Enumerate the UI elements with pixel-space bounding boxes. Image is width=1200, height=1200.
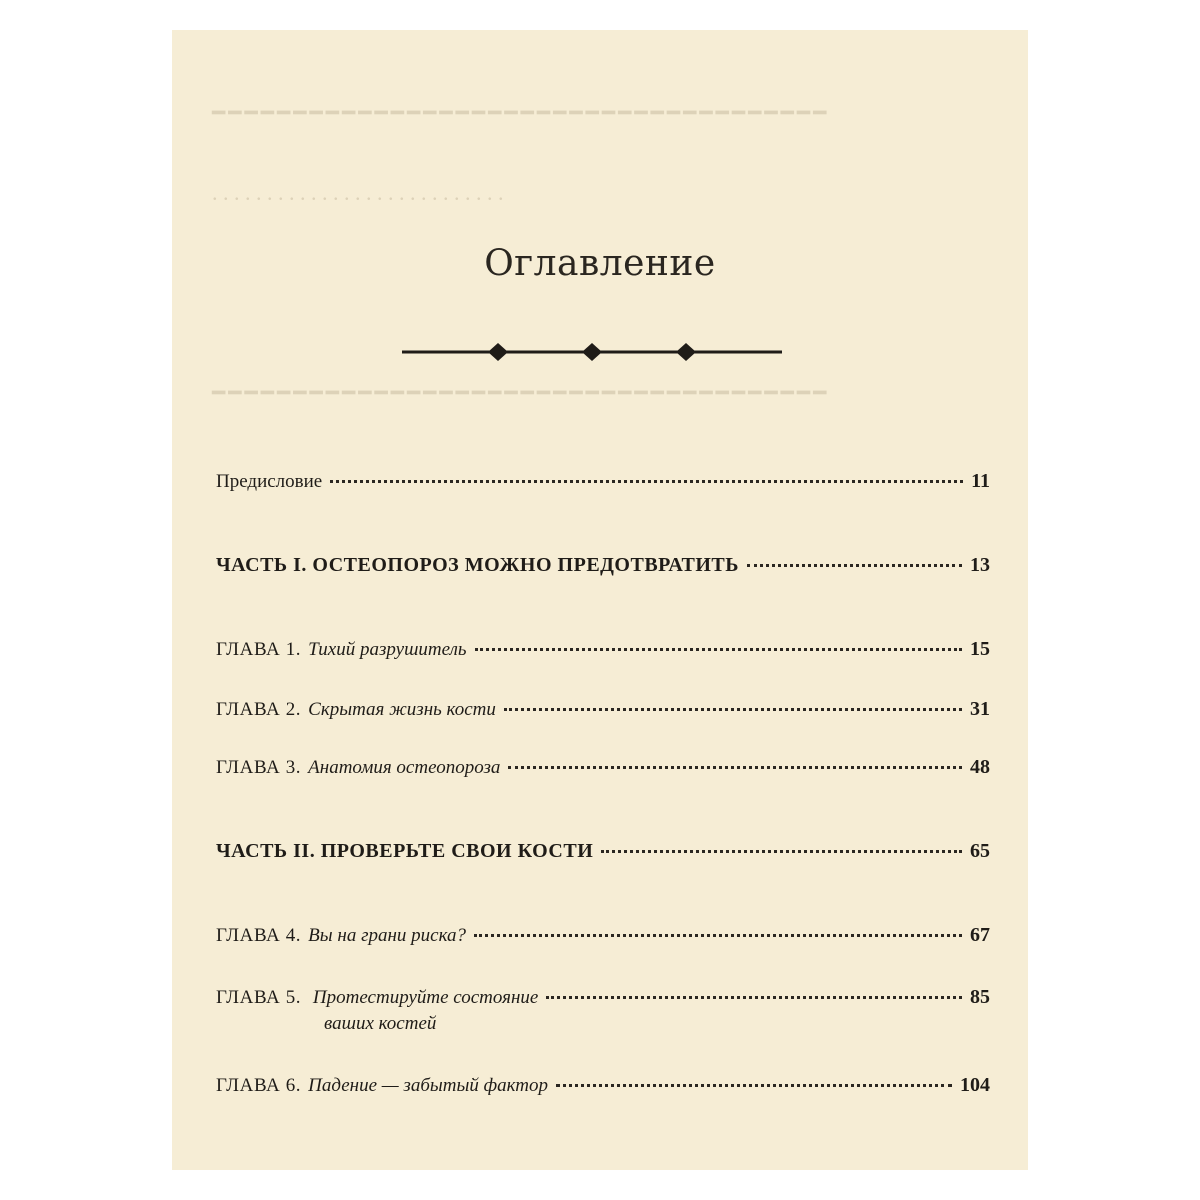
toc-label: Предисловие (216, 471, 323, 492)
chapter-title: Анатомия остеопороза (308, 757, 501, 778)
chapter-number: ГЛАВА 6. (216, 1075, 302, 1096)
book-page (172, 30, 1028, 1170)
page-number: 48 (970, 756, 990, 778)
page-number: 11 (971, 470, 990, 492)
page-number: 65 (970, 840, 990, 862)
toc-entry-part-1[interactable] (216, 554, 990, 577)
toc-label: ЧАСТЬ I. ОСТЕОПОРОЗ МОЖНО ПРЕДОТВРАТИТЬ (216, 554, 739, 576)
toc-entry-chapter-5[interactable] (216, 985, 990, 1037)
toc-entry-chapter-3[interactable] (216, 756, 990, 779)
chapter-number: ГЛАВА 3. (216, 757, 302, 778)
chapter-number: ГЛАВА 1. (216, 639, 302, 660)
toc-entry-part-2[interactable] (216, 840, 990, 863)
toc-entry-chapter-6[interactable] (216, 1074, 990, 1097)
chapter-title: Вы на грани риска? (308, 925, 467, 946)
page-number: 13 (970, 554, 990, 576)
dot-leader (556, 1084, 952, 1087)
chapter-heading-block (216, 985, 538, 1037)
chapter-title: Тихий разрушитель (308, 639, 467, 660)
toc-entry-chapter-2[interactable] (216, 698, 990, 721)
page-number: 85 (970, 986, 990, 1008)
page-number: 31 (970, 698, 990, 720)
dot-leader (475, 648, 962, 651)
chapter-number: ГЛАВА 2. (216, 699, 302, 720)
toc-entry-chapter-4[interactable] (216, 924, 990, 947)
chapter-title: Падение — забытый фактор (308, 1075, 548, 1096)
bleed-through-line: . . . . . . . . . . . . . . . . . . . . . . . . . . . (212, 180, 504, 205)
dot-leader (508, 766, 962, 769)
dot-leader (330, 480, 963, 483)
page-number: 15 (970, 638, 990, 660)
page-number: 67 (970, 924, 990, 946)
dot-leader (546, 996, 962, 999)
chapter-number: ГЛАВА 4. (216, 925, 302, 946)
toc-entry-chapter-1[interactable] (216, 638, 990, 661)
dot-leader (474, 934, 962, 937)
dot-leader (504, 708, 962, 711)
chapter-title: Скрытая жизнь кости (308, 699, 496, 720)
dot-leader (747, 564, 962, 567)
page-number: 104 (960, 1074, 990, 1096)
dot-leader (601, 850, 962, 853)
bleed-through-line: ━━━━━━━━━━━━━━━━━━━━━━━━━━━━━━━━━━━━━━ (212, 380, 830, 405)
ornament-divider-icon (402, 342, 782, 362)
page-title: Оглавление (484, 243, 716, 284)
chapter-title-line-1: Протестируйте состояние (312, 987, 539, 1008)
chapter-title-line-2: ваших костей (324, 1013, 437, 1034)
chapter-number: ГЛАВА 5. (216, 987, 302, 1008)
bleed-through-line: ━━━━━━━━━━━━━━━━━━━━━━━━━━━━━━━━━━━━━━ (212, 100, 830, 125)
toc-entry-preface[interactable] (216, 470, 990, 493)
toc-label: ЧАСТЬ II. ПРОВЕРЬТЕ СВОИ КОСТИ (216, 840, 594, 862)
